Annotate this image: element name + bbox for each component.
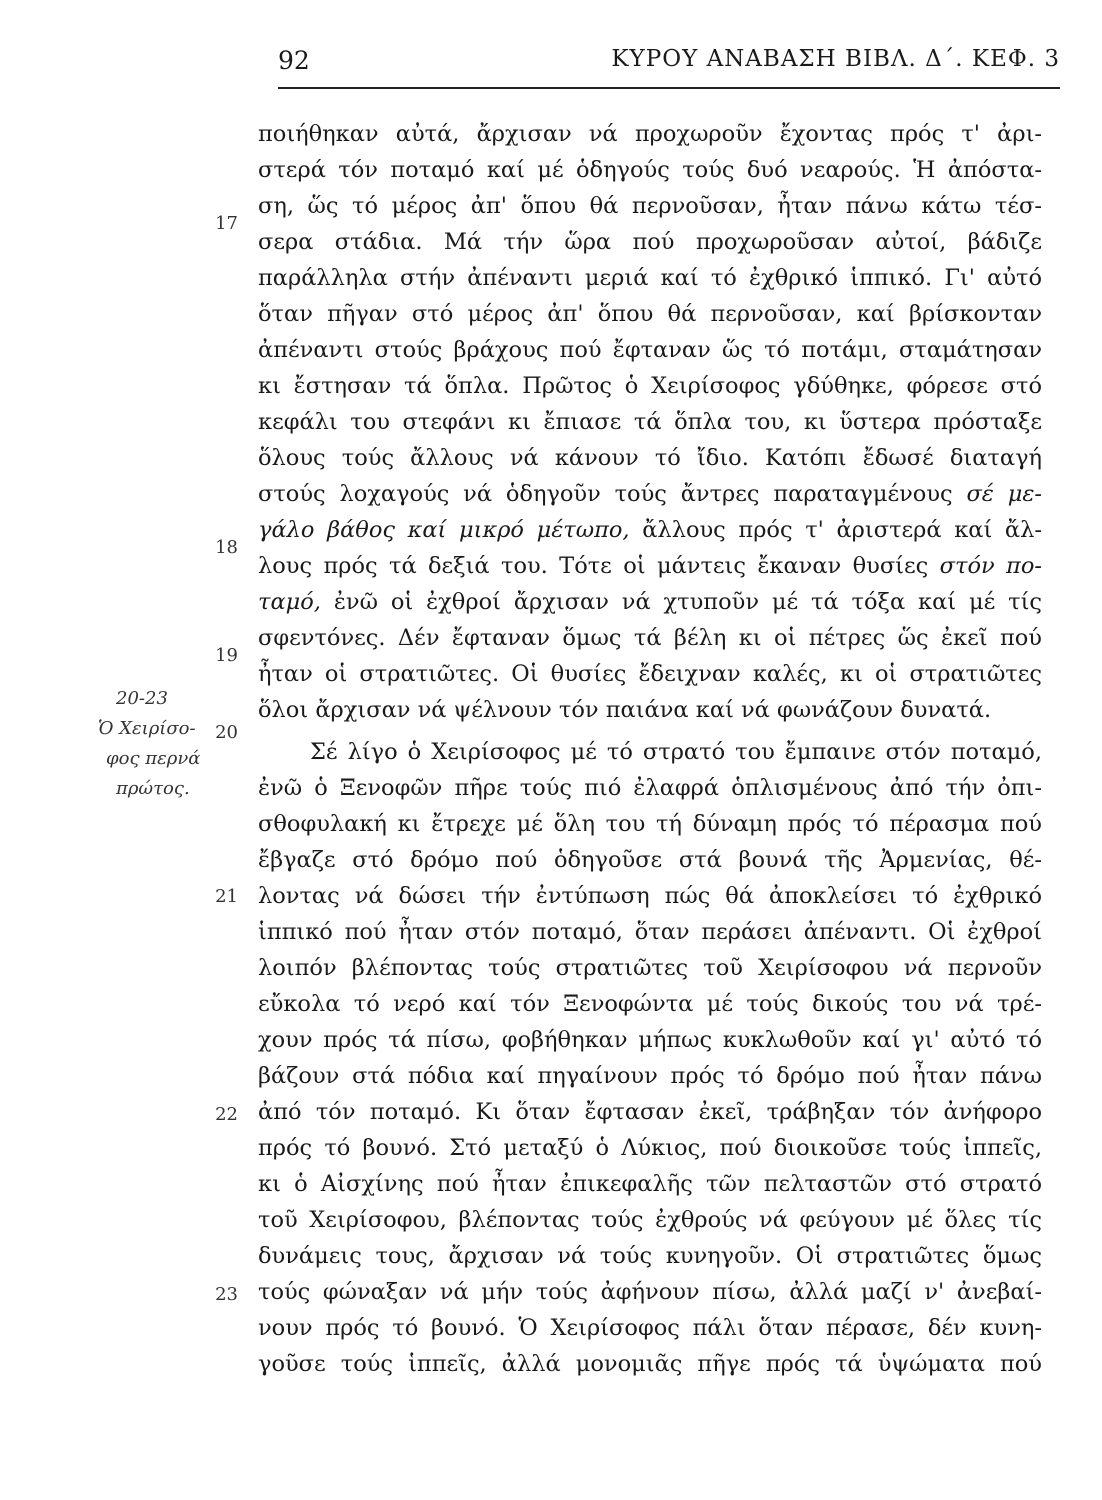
text-segment: λους πρός τά δεξιά του. Τότε οἱ μάντεις ἔκαναν θυσίες xyxy=(258,553,929,579)
italic-text: στόν πο- xyxy=(939,553,1042,579)
text-segment: στούς λοχαγούς νά ὁδηγοῦν τούς ἄντρες παραταγμένους xyxy=(258,481,953,507)
section-number-18: 18 xyxy=(215,537,238,558)
text-line: στερά τόν ποταμό καί μέ ὁδηγούς τούς δυό νεαρούς. Ἡ ἀπόστα- xyxy=(258,157,1042,183)
text-line: ἔβγαζε στό δρόμο πού ὁδηγοῦσε στά βουνά τῆς Ἀρμενίας, θέ- xyxy=(258,847,1042,873)
text-line: σθοφυλακή κι ἔτρεχε μέ ὅλη του τή δύναμη πρός τό πέρασμα πού xyxy=(258,811,1042,837)
running-title: ΚΥΡΟΥ ΑΝΑΒΑΣΗ ΒΙΒΛ. Δ΄. ΚΕΦ. 3 xyxy=(611,46,1060,72)
text-segment: ἐνῶ οἱ ἐχθροί ἄρχισαν νά χτυποῦν μέ τά τόξα καί μέ τίς xyxy=(333,589,1043,615)
text-line: σφεντόνες. Δέν ἔφταναν ὅμως τά βέλη κι οἱ πέτρες ὥς ἐκεῖ πού xyxy=(258,625,1042,651)
text-line: ὅλους τούς ἄλλους νά κάνουν τό ἴδιο. Κατόπι ἔδωσέ διαταγή xyxy=(258,445,1042,471)
section-number-17: 17 xyxy=(215,213,238,234)
text-line: σερα στάδια. Μά τήν ὥρα πού προχωροῦσαν αὐτοί, βάδιζε xyxy=(258,229,1042,255)
text-line: τοῦ Χειρίσοφου, βλέποντας τούς ἐχθρούς νά φεύγουν μέ ὅλες τίς xyxy=(258,1207,1042,1233)
margin-note-line: φος περνά xyxy=(106,748,201,769)
text-line: λοντας νά δώσει τήν ἐντύπωση πώς θά ἀποκλείσει τό ἐχθρικό xyxy=(258,883,1042,909)
text-line: ποιήθηκαν αὐτά, ἄρχισαν νά προχωροῦν ἔχοντας πρός τ' ἀρι- xyxy=(258,121,1042,147)
text-line: κι ὁ Αἰσχίνης πού ἦταν ἐπικεφαλῆς τῶν πελταστῶν στό στρατό xyxy=(258,1171,1042,1197)
margin-note-line: Ὁ Χειρίσο- xyxy=(98,718,196,739)
text-line: ἀπό τόν ποταμό. Κι ὅταν ἔφτασαν ἐκεῖ, τράβηξαν τόν ἀνήφορο xyxy=(258,1099,1042,1125)
text-line: ὅλοι ἄρχισαν νά ψέλνουν τόν παιάνα καί νά φωνάζουν δυνατά. xyxy=(258,697,992,723)
text-line: πρός τό βουνό. Στό μεταξύ ὁ Λύκιος, πού διοικοῦσε τούς ἱππεῖς, xyxy=(258,1135,1042,1161)
text-line: εὔκολα τό νερό καί τόν Ξενοφώντα μέ τούς δικούς του νά τρέ- xyxy=(258,991,1042,1017)
italic-text: ταμό, xyxy=(258,589,321,615)
text-line: ἀπέναντι στούς βράχους πού ἔφταναν ὥς τό ποτάμι, σταμάτησαν xyxy=(258,337,1042,363)
text-line: ση, ὥς τό μέρος ἀπ' ὅπου θά περνοῦσαν, ἦταν πάνω κάτω τέσ- xyxy=(258,193,1042,219)
text-line: βάζουν στά πόδια καί πηγαίνουν πρός τό δρόμο πού ἦταν πάνω xyxy=(258,1063,1042,1089)
section-number-22: 22 xyxy=(215,1104,238,1125)
text-line: δυνάμεις τους, ἄρχισαν νά τούς κυνηγοῦν. Οἱ στρατιῶτες ὅμως xyxy=(258,1243,1042,1269)
text-segment: ἄλλους πρός τ' ἀριστερά καί ἄλ- xyxy=(642,517,1042,543)
text-line: νουν πρός τό βουνό. Ὁ Χειρίσοφος πάλι ὅταν πέρασε, δέν κυνη- xyxy=(258,1315,1042,1341)
text-line xyxy=(258,584,1042,620)
text-line: Σέ λίγο ὁ Χειρίσοφος μέ τό στρατό του ἔμπαινε στόν ποταμό, xyxy=(310,739,1042,765)
section-number-21: 21 xyxy=(215,886,238,907)
page-header xyxy=(278,46,1060,86)
text-line xyxy=(258,476,1042,512)
text-line: χουν πρός τά πίσω, φοβήθηκαν μήπως κυκλωθοῦν καί γι' αὐτό τό xyxy=(258,1027,1042,1053)
margin-note-range: 20-23 xyxy=(116,688,168,709)
page-number: 92 xyxy=(278,46,310,75)
header-rule xyxy=(278,87,1060,89)
italic-text: γάλο βάθος καί μικρό μέτωπο, xyxy=(258,517,630,543)
text-line: λοιπόν βλέποντας τούς στρατιῶτες τοῦ Χειρίσοφου νά περνοῦν xyxy=(258,955,1042,981)
text-line: κι ἔστησαν τά ὅπλα. Πρῶτος ὁ Χειρίσοφος γδύθηκε, φόρεσε στό xyxy=(258,373,1042,399)
text-line: κεφάλι του στεφάνι κι ἔπιασε τά ὅπλα του, κι ὕστερα πρόσταξε xyxy=(258,409,1042,435)
text-line: ἦταν οἱ στρατιῶτες. Οἱ θυσίες ἔδειχναν καλές, κι οἱ στρατιῶτες xyxy=(258,661,1042,687)
text-line xyxy=(258,548,1042,584)
text-line: ἐνῶ ὁ Ξενοφῶν πῆρε τούς πιό ἐλαφρά ὁπλισμένους ἀπό τήν ὀπι- xyxy=(258,775,1042,801)
margin-note-line: πρώτος. xyxy=(116,778,190,799)
section-number-20: 20 xyxy=(215,722,238,743)
text-line: ἱππικό πού ἦταν στόν ποταμό, ὅταν περάσει ἀπέναντι. Οἱ ἐχθροί xyxy=(258,919,1042,945)
section-number-23: 23 xyxy=(215,1284,238,1305)
italic-text: σέ με- xyxy=(966,481,1042,507)
text-line: γοῦσε τούς ἱππεῖς, ἀλλά μονομιᾶς πῆγε πρός τά ὑψώματα πού xyxy=(258,1351,1042,1377)
text-line: τούς φώναξαν νά μήν τούς ἀφήνουν πίσω, ἀλλά μαζί ν' ἀνεβαί- xyxy=(258,1279,1042,1305)
section-number-19: 19 xyxy=(215,645,238,666)
text-line: παράλληλα στήν ἀπέναντι μεριά καί τό ἐχθρικό ἱππικό. Γι' αὐτό xyxy=(258,265,1042,291)
text-line: ὅταν πῆγαν στό μέρος ἀπ' ὅπου θά περνοῦσαν, καί βρίσκονταν xyxy=(258,301,1042,327)
text-line xyxy=(258,512,1042,548)
